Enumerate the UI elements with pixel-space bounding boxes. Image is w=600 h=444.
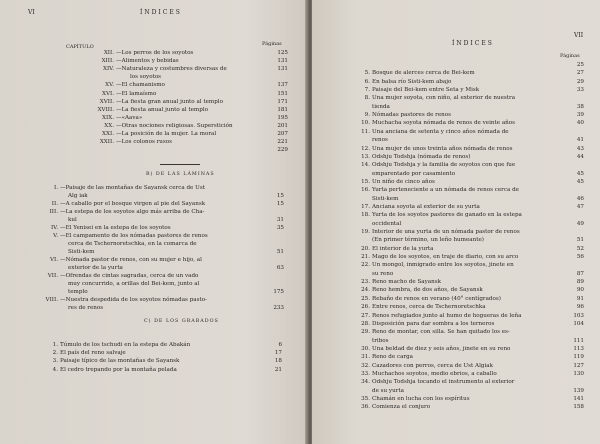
plate-row-text: cerca de Tschernoretschka, en la comarca de xyxy=(68,241,197,247)
engraving-row xyxy=(364,70,584,77)
right-paginas-label: Páginas xyxy=(560,53,580,59)
engraving-row-page: 52 xyxy=(576,245,584,252)
chapter-row-page: 181 xyxy=(277,106,288,113)
plate-row-page: 175 xyxy=(273,289,284,295)
engraving-row xyxy=(372,271,584,278)
engraving-row-number: 2. xyxy=(52,350,58,357)
engraving-row-page: 127 xyxy=(573,362,584,369)
plate-row-number: III. xyxy=(49,209,58,215)
chapter-row xyxy=(116,74,288,81)
engraving-row-page: 45 xyxy=(576,178,584,185)
engraving-row xyxy=(361,153,584,161)
engraving-row-page: 29 xyxy=(576,78,584,85)
chapter-row-text: los soyotos xyxy=(130,74,162,81)
plate-row-text: Sisti-kem xyxy=(68,249,95,255)
engraving-row xyxy=(372,221,584,228)
engraving-row xyxy=(361,203,584,211)
plate-row xyxy=(54,185,284,192)
chapter-row-number: XVI. xyxy=(101,90,114,97)
engraving-row-text: (En primer término, un leño humeante) xyxy=(372,237,484,244)
engraving-row-text: Muchacha soyota nómada de renos de veinte años xyxy=(372,120,515,127)
engraving-row-page: 111 xyxy=(573,337,584,344)
plate-row xyxy=(60,281,284,288)
chapter-row-text: —El chamanismo xyxy=(116,82,165,89)
engraving-row-text: Entre renos, cerca de Tschernoretschka xyxy=(372,304,486,311)
engraving-row xyxy=(361,320,584,328)
engraving-row-number: 11. xyxy=(361,128,370,135)
engraving-row-text: renos xyxy=(372,137,388,144)
engraving-row-number: 21. xyxy=(361,254,370,261)
chapter-row-text: —El lamaísmo xyxy=(116,90,157,97)
engraving-row-number: 26. xyxy=(361,304,370,311)
right-page xyxy=(312,0,600,444)
chapter-row-number: XIII. xyxy=(101,58,114,65)
engraving-row-text: Reno de montar, con silla. Se han quitado los es- xyxy=(372,329,510,336)
engraving-row-number: 9. xyxy=(364,112,370,119)
engraving-row-page: 56 xyxy=(576,254,584,261)
chapter-row-page: 195 xyxy=(277,114,288,121)
plate-row-text: —Nuestra despedida de los soyotos nómadas pasto- xyxy=(60,297,207,303)
engraving-row-page: 130 xyxy=(573,370,584,377)
engraving-row-page: 103 xyxy=(573,312,584,319)
chapter-row xyxy=(116,147,288,154)
engraving-row xyxy=(364,78,584,86)
engraving-row xyxy=(361,245,584,253)
chapter-row xyxy=(102,66,288,73)
engraving-row-text: de su yurta xyxy=(372,387,404,394)
engraving-row-page: 90 xyxy=(576,287,584,294)
chapter-row-page: 201 xyxy=(277,122,288,129)
chapter-row-number: XIX. xyxy=(102,114,114,121)
engraving-row-text: Renos refugiados junto al humo de hogueras de leña xyxy=(372,312,522,319)
engraving-row-number: 8. xyxy=(364,95,370,102)
engraving-row-page: 6 xyxy=(278,342,282,348)
plate-row-page: 35 xyxy=(276,225,284,231)
engraving-row-number: 36. xyxy=(361,404,370,411)
chapter-row-page: 229 xyxy=(277,147,288,154)
engraving-row-page: 17 xyxy=(274,350,282,357)
engraving-row-number: 30. xyxy=(361,345,370,352)
engraving-row-number: 27. xyxy=(361,312,370,319)
plate-row xyxy=(49,209,284,216)
engraving-row-number: 34. xyxy=(361,379,370,386)
chapter-row-number: XIV. xyxy=(102,66,114,73)
chapter-row xyxy=(99,139,288,146)
plate-row-number: I. xyxy=(54,185,58,191)
chapter-row xyxy=(105,82,288,89)
plate-row-page: 15 xyxy=(276,193,284,199)
engraving-row-number: 16. xyxy=(361,187,370,194)
engraving-row xyxy=(361,187,584,194)
engraving-row-text: Rebaño de renos en verano (40° centígrados) xyxy=(372,295,501,302)
plate-row-number: VIII. xyxy=(45,297,58,303)
engraving-row-number: 6. xyxy=(364,78,370,85)
plate-row xyxy=(50,225,284,232)
right-folio: VII xyxy=(574,32,584,39)
plate-row-number: II. xyxy=(51,201,58,207)
engraving-row-page: 18 xyxy=(274,358,282,365)
chapter-row-text: —Alimentos y bebidas xyxy=(116,58,179,65)
chapter-row-number: XV. xyxy=(105,82,114,89)
chapter-row-text: —La fiesta gran anual junto al templo xyxy=(116,98,223,105)
engraving-row-page: 158 xyxy=(573,404,584,411)
plate-row xyxy=(60,241,284,248)
engraving-row-text: Cazadores con perros, cerca de Ust Algiak xyxy=(372,362,493,369)
engraving-row xyxy=(361,229,584,236)
engraving-row-page: 113 xyxy=(573,345,584,352)
chapter-row xyxy=(99,98,288,106)
engraving-row-page: 43 xyxy=(576,145,584,152)
engraving-row-page: 119 xyxy=(573,354,584,361)
engraving-row-text: Reno macho de Sayansk xyxy=(372,279,441,286)
engraving-row-page: 40 xyxy=(576,120,584,127)
engraving-row-page: 44 xyxy=(576,153,584,160)
plate-row xyxy=(47,273,284,280)
engraving-row-text: Yurta de los soyotos pastores de ganado en la estepa xyxy=(372,212,522,219)
section-b-title: B) DE LAS LÁMINAS xyxy=(146,172,215,177)
plate-row-number: IV. xyxy=(50,225,58,231)
chapter-row-text: —Los colonos rusos xyxy=(116,139,172,146)
engraving-row xyxy=(361,329,584,336)
engraving-row-text: Mago de los soyotos, en traje de diario, con su arco xyxy=(372,254,519,261)
engraving-row xyxy=(361,145,584,153)
engraving-row xyxy=(372,338,584,345)
engraving-row-text: Una beldad de diez y seis años, jinete en su reno xyxy=(372,345,511,352)
engraving-row-text: Reno de carga xyxy=(372,354,413,361)
paginas-label: Páginas xyxy=(262,41,282,47)
engraving-row-page: 141 xyxy=(573,396,584,402)
engraving-row xyxy=(372,104,584,111)
plate-row-page: 51 xyxy=(276,249,284,255)
plate-row-text: —El campamento de los nómadas pastores de renos xyxy=(60,233,208,239)
engraving-row-page: 89 xyxy=(576,279,584,286)
engraving-row xyxy=(52,358,282,365)
chapter-row-page: 151 xyxy=(277,90,288,97)
engraving-row-text: tienda xyxy=(372,103,390,110)
left-running-head: ÍNDICES xyxy=(140,9,182,16)
engraving-row-number: 18. xyxy=(361,212,370,219)
engraving-row-text: Anciana soyota al exterior de su yurta xyxy=(372,203,480,210)
engraving-row xyxy=(361,312,584,320)
engraving-row-page: 47 xyxy=(576,203,584,210)
engraving-row-page: 139 xyxy=(573,387,584,394)
plate-row-page: 63 xyxy=(276,265,284,271)
engraving-row-text: emparentado por casamiento xyxy=(372,170,456,177)
chapter-row-number: XII. xyxy=(103,50,114,56)
engraving-row-text: Muchachos soyotos, medio ebrios, a caballo xyxy=(372,370,497,377)
plate-row-text: res de renos xyxy=(68,305,104,311)
engraving-row xyxy=(361,254,584,261)
plate-row-text: —La estepa de los soyotos algo más arriba de Cha- xyxy=(60,209,205,215)
engraving-row xyxy=(52,350,282,357)
capitulo-label: CAPÍTULO xyxy=(66,44,94,50)
engraving-row-number: 13. xyxy=(361,153,370,160)
engraving-row-number: 32. xyxy=(361,362,370,369)
engraving-row xyxy=(361,128,584,136)
chapter-row xyxy=(103,50,288,57)
engraving-row-page: 39 xyxy=(576,112,584,119)
engraving-row-page: 21 xyxy=(274,366,282,373)
chapter-row-number: XVIII. xyxy=(97,106,114,113)
plate-row-number: VII. xyxy=(47,273,58,279)
chapter-row-text: —Otras nociones religiosas. Superstición xyxy=(116,122,233,129)
plate-row-text: exterior de la yurta xyxy=(68,265,123,271)
engraving-row-text: Una mujer soyota, con niño, al exterior de nuestra xyxy=(372,95,516,102)
engraving-row-page: 25 xyxy=(576,62,584,68)
engraving-row-number: 17. xyxy=(361,203,370,210)
engraving-row-text: Túmulo de los tschudi en la estepa de Abakán xyxy=(60,342,191,348)
engraving-row-text: tribos xyxy=(372,337,389,344)
engraving-row-text: El interior de la yurta xyxy=(372,245,434,252)
engraving-row xyxy=(372,237,584,244)
engraving-row-text: Odshju Todshja (nómada de renos) xyxy=(372,153,471,160)
engraving-row-page: 38 xyxy=(576,103,584,110)
engraving-row-number: 19. xyxy=(361,229,370,235)
engraving-row-number: 28. xyxy=(361,320,370,327)
engraving-row-page: 96 xyxy=(576,304,584,311)
engraving-row xyxy=(52,342,282,349)
engraving-row-text: Comienza el conjuro xyxy=(372,404,431,411)
engraving-row-number: 25. xyxy=(361,295,370,302)
engraving-row xyxy=(361,404,584,411)
engraving-row-text: Interior de una yurta de un nómada pastor de renos xyxy=(372,229,520,235)
engraving-row-text: su reno xyxy=(372,270,394,277)
engraving-row-number: 22. xyxy=(361,262,370,269)
plate-row xyxy=(49,257,284,264)
engraving-row-number: 7. xyxy=(364,87,370,94)
chapter-row xyxy=(97,106,288,114)
plate-row-text: kul xyxy=(68,217,77,223)
section-c-title: C) DE LOS GRABADOS xyxy=(144,319,219,324)
engraving-row xyxy=(364,112,584,119)
plate-row xyxy=(60,193,284,200)
chapter-row-number: XXII. xyxy=(99,139,114,146)
plate-row xyxy=(60,265,284,272)
plate-row-text: muy concurrido, a orillas del Bei-kem, junto al xyxy=(68,281,200,287)
chapter-row xyxy=(104,122,288,130)
engraving-row-page: 104 xyxy=(573,320,584,327)
engraving-row xyxy=(372,62,584,69)
engraving-row-page: 51 xyxy=(576,237,584,244)
engraving-row-text: Yurta perteneciente a un nómada de renos cerca de xyxy=(372,187,519,194)
engraving-row xyxy=(361,295,584,303)
engraving-row-page: 27 xyxy=(576,70,584,77)
chapter-row-number: XVII. xyxy=(99,98,114,105)
chapter-row-number: XXI. xyxy=(102,131,114,137)
engraving-row xyxy=(361,212,584,219)
plate-row xyxy=(60,305,284,312)
plate-row xyxy=(60,289,284,296)
engraving-row-text: Chamán en lucha con los espíritus xyxy=(372,396,470,402)
engraving-row xyxy=(361,396,584,403)
engraving-row-page: 91 xyxy=(576,295,584,302)
engraving-row-number: 1. xyxy=(52,342,58,348)
engraving-row xyxy=(52,366,282,374)
plate-row-text: —El Yenisei en la estepa de los soyotos xyxy=(60,225,171,231)
engraving-row-text: Odshju Todshja y la familia de soyotos con que fue xyxy=(372,162,516,169)
plate-row-text: Alg iak xyxy=(68,193,88,199)
engraving-row-text: Una anciana de setenta y cinco años nómada de xyxy=(372,128,509,135)
engraving-row-number: 35. xyxy=(361,396,370,402)
chapter-row xyxy=(102,114,288,122)
engraving-row-number: 14. xyxy=(361,162,370,169)
engraving-row-text: Reno hembra, de dos años, de Sayansk xyxy=(372,287,483,294)
engraving-row xyxy=(361,262,584,269)
chapter-row-text: —Los perros de los soyotos xyxy=(116,50,194,56)
plate-row-text: templo xyxy=(68,289,88,295)
engraving-row-text: Una mujer de unos treinta años nómada de renos xyxy=(372,145,513,152)
engraving-row-text: Paisaje típico de las montañas de Sayansk xyxy=(60,358,180,365)
engraving-row-number: 24. xyxy=(361,287,370,294)
engraving-row-number: 31. xyxy=(361,354,370,361)
plate-row-page: 15 xyxy=(276,201,284,207)
chapter-row xyxy=(102,131,288,138)
engraving-row xyxy=(361,304,584,311)
engraving-row-page: 87 xyxy=(576,270,584,277)
engraving-row-page: 33 xyxy=(576,87,584,94)
engraving-row-text: Paisaje del Bei-kem entre Seta y Misk xyxy=(372,87,480,94)
plate-row xyxy=(60,217,284,224)
chapter-row-text: —La fiesta anual junto al templo xyxy=(116,106,208,113)
chapter-row-page: 137 xyxy=(277,82,288,89)
chapter-row-page: 171 xyxy=(277,98,288,105)
engraving-row xyxy=(372,171,584,178)
engraving-row xyxy=(361,354,584,361)
plate-row-text: —A caballo por el bosque virgen al pie del Sayansk xyxy=(60,201,206,207)
plate-row-text: —Paisaje de las montañas de Sayansk cerca de Ust xyxy=(60,185,205,191)
engraving-row-text: Disposición para dar sombra a los terneros xyxy=(372,320,495,327)
engraving-row-text: Un niño de cinco años xyxy=(372,178,435,185)
plate-row xyxy=(45,297,284,304)
engraving-row xyxy=(361,120,584,127)
engraving-row xyxy=(364,95,584,102)
engraving-row-text: El cedro trepando por la montaña pelada xyxy=(60,366,177,373)
engraving-row-text: Sisti-kem xyxy=(372,195,399,202)
engraving-row-text: occidental xyxy=(372,220,402,227)
engraving-row xyxy=(372,137,584,144)
plate-row-number: VI. xyxy=(49,257,58,263)
engraving-row-number: 29. xyxy=(361,329,370,336)
engraving-row xyxy=(361,162,584,169)
engraving-row-page: 46 xyxy=(576,195,584,202)
plate-row-page: 31 xyxy=(276,217,284,223)
engraving-row-number: 3. xyxy=(52,358,58,365)
engraving-row-number: 12. xyxy=(361,145,370,152)
chapter-row-page: 125 xyxy=(277,50,288,56)
plate-row-page: 233 xyxy=(273,305,284,311)
plate-row-text: —Nómada pastor de renos, con su mujer e hijo, al xyxy=(60,257,202,263)
engraving-row-number: 10. xyxy=(361,120,370,127)
plate-row xyxy=(51,201,284,208)
right-running-head: ÍNDICES xyxy=(452,40,494,47)
engraving-row-text: Bosque de alerces cerca de Bei-kem xyxy=(372,70,475,77)
engraving-row-page: 45 xyxy=(576,170,584,177)
chapter-row-page: 207 xyxy=(277,131,288,137)
chapter-row xyxy=(101,90,288,98)
chapter-row-page: 131 xyxy=(277,66,288,73)
engraving-row-number: 33. xyxy=(361,370,370,377)
engraving-row xyxy=(361,178,584,186)
engraving-row-page: 49 xyxy=(576,220,584,227)
plate-row-number: V. xyxy=(53,233,58,239)
engraving-row xyxy=(361,379,584,386)
chapter-row-page: 131 xyxy=(277,58,288,65)
engraving-row xyxy=(372,388,584,395)
engraving-row-number: 4. xyxy=(52,366,58,373)
engraving-row xyxy=(361,279,584,286)
chapter-row-text: —La posición de la mujer. La moral xyxy=(116,131,217,137)
chapter-row-text: —«Aava» xyxy=(116,114,143,121)
plate-row xyxy=(53,233,284,240)
engraving-row-text: Un mongol, inmigrado entre los soyotos, jinete en xyxy=(372,262,514,269)
engraving-row-page: 41 xyxy=(576,137,584,144)
divider-rule xyxy=(160,164,200,165)
chapter-row xyxy=(101,58,288,65)
plate-row xyxy=(60,249,284,256)
engraving-row-text: El país del reno salvaje xyxy=(60,350,126,357)
engraving-row xyxy=(361,370,584,378)
engraving-row-text: En balsa río Sisti-kem abajo xyxy=(372,78,452,85)
chapter-row-text: —Naturaleza y costumbres diversas de xyxy=(116,66,227,73)
engraving-row-number: 20. xyxy=(361,245,370,252)
engraving-row-text: Odshju Todshja tocando el instrumento al exterior xyxy=(372,379,515,386)
engraving-row xyxy=(364,87,584,94)
engraving-row xyxy=(361,287,584,294)
engraving-row xyxy=(361,362,584,370)
engraving-row-number: 23. xyxy=(361,279,370,286)
engraving-row xyxy=(372,196,584,203)
chapter-row-page: 221 xyxy=(277,139,288,146)
chapter-row-number: XX. xyxy=(104,122,114,129)
engraving-row-number: 5. xyxy=(364,70,370,77)
left-folio: VI xyxy=(28,9,35,16)
engraving-row-text: Nómadas pastores de renos xyxy=(372,112,451,119)
engraving-row-number: 15. xyxy=(361,178,370,185)
plate-row-text: —Ofrendas de cintas sagradas, cerca de un vado xyxy=(60,273,199,279)
engraving-row xyxy=(361,345,584,353)
